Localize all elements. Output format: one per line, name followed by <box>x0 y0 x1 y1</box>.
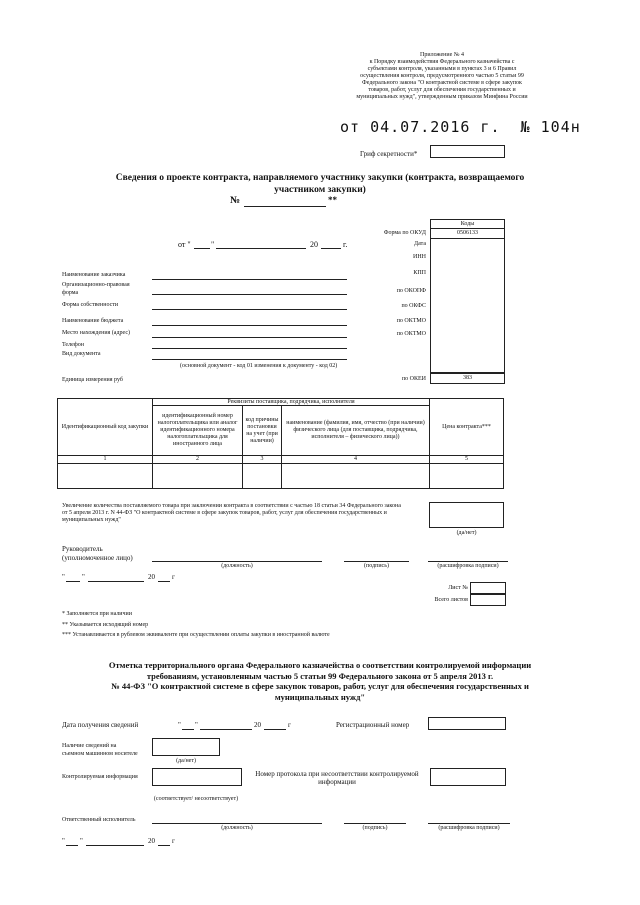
sign-day-line[interactable] <box>66 581 80 582</box>
reg-number-field[interactable] <box>428 717 506 730</box>
protocol-field[interactable] <box>430 768 506 786</box>
increase-text <box>62 503 432 524</box>
head-label: Руководитель <box>62 545 103 553</box>
appendix-line: муниципальных нужд", утвержденным приказом Минфина России <box>356 94 528 100</box>
code-label-okopf: по ОКОПФ <box>396 288 426 294</box>
mark-line-1: Отметка территориального органа Федерального казначейства о соответствии контролируемой информации <box>108 660 532 670</box>
appendix-line: осуществления контроля, предусмотренного частью 5 статьи 99 <box>360 73 524 79</box>
customer-name-line[interactable] <box>152 279 347 280</box>
footnote-3: *** Устанавливается в рублевом эквиваленте при осуществлении оплаты закупки в иностранной валюте <box>62 632 330 638</box>
signature-line[interactable] <box>344 561 409 562</box>
executor-decoding-line[interactable] <box>428 823 510 824</box>
footnote-2: ** Указывается исходящий номер <box>62 622 149 628</box>
ownership-line[interactable] <box>152 309 347 310</box>
supplier-group-header: Реквизиты поставщика, подрядчика, исполнителя <box>152 398 430 406</box>
phone-line[interactable] <box>152 348 347 349</box>
okei-label: по ОКЕИ <box>401 376 426 382</box>
org-form-label-1: Организационно-правовая <box>62 282 130 288</box>
code-label-inn: ИНН <box>413 254 426 260</box>
mark-line-2: требованиям, установленным частью 5 статьи 99 Федерального закона от 5 апреля 2013 г. <box>146 670 494 681</box>
executor-year-suffix: г <box>172 837 175 845</box>
protocol-label <box>242 770 432 786</box>
appendix-line: к Порядку взаимодействия Федерального казначейства с <box>369 59 515 65</box>
executor-position-caption: (должность) <box>221 825 253 831</box>
executor-signature-line[interactable] <box>344 823 406 824</box>
okud-label: Форма по ОКУД <box>383 230 426 236</box>
col-kpp: код причины постановки на учет (при наличии) <box>242 405 282 456</box>
table-row-cell-4[interactable] <box>281 463 430 489</box>
controlled-note: (соответствует/ несоответствует) <box>153 796 239 802</box>
executor-decoding-caption: (расшифровка подписи) <box>438 825 500 831</box>
executor-date-close: " <box>80 837 83 845</box>
col-number-2: 2 <box>152 455 243 464</box>
table-row-cell-1[interactable] <box>57 463 153 489</box>
increase-yesno: (да/нет) <box>456 530 477 536</box>
total-sheets-label: Всего листов <box>434 597 468 603</box>
ownership-label: Форма собственности <box>62 302 119 308</box>
col-inn: идентификационный номер налогоплательщика или аналог идентификационного номера налогоплательщика для иностранного лица <box>152 405 243 456</box>
location-line[interactable] <box>152 337 347 338</box>
code-label-oktmo: по ОКТМО <box>396 318 426 324</box>
receipt-date-open: " <box>178 721 181 729</box>
receipt-day-line[interactable] <box>182 729 194 730</box>
document-number-suffix: ** <box>328 195 337 205</box>
controlled-label: Контролируемая информация <box>62 774 138 780</box>
org-form-line[interactable] <box>152 294 347 295</box>
code-label-kpp: КПП <box>413 270 426 276</box>
date-prefix: от " <box>178 240 191 249</box>
okud-value: 0506133 <box>430 228 505 239</box>
decoding-caption: (расшифровка подписи) <box>437 563 499 569</box>
sign-month-line[interactable] <box>88 581 144 582</box>
doc-type-line[interactable] <box>152 359 347 360</box>
increase-line-3: муниципальных нужд" <box>62 517 121 523</box>
code-label-okfs: по ОКФС <box>401 303 426 309</box>
increase-line-2: от 5 апреля 2013 г. N 44-ФЗ "О контрактной системе в сфере закупок товаров, работ, услуг для обеспечения государственных и <box>62 510 387 516</box>
budget-line[interactable] <box>152 325 347 326</box>
date-suffix: г. <box>343 240 348 249</box>
increase-field[interactable] <box>429 502 504 528</box>
total-sheets-field[interactable] <box>470 594 506 606</box>
document-number-line <box>244 206 326 207</box>
col-number-5: 5 <box>429 455 504 464</box>
receipt-year-line[interactable] <box>264 729 286 730</box>
executor-signature-caption: (подпись) <box>362 825 388 831</box>
reg-number-label: Регистрационный номер <box>336 721 410 729</box>
codes-header: Коды <box>430 219 505 229</box>
col-purchase-code: Идентификационный код закупки <box>57 398 153 456</box>
increase-line-1: Увеличение количества поставляемого товара при заключении контракта в соответствии с частью 18 статьи 34 Федерального закона <box>62 503 401 509</box>
table-row-cell-3[interactable] <box>242 463 282 489</box>
head-sublabel: (уполномоченное лицо) <box>62 554 133 562</box>
day-line <box>194 248 210 249</box>
position-caption: (должность) <box>221 563 253 569</box>
executor-year: 20 <box>148 837 155 845</box>
receipt-date-label: Дата получения сведений <box>62 721 139 729</box>
budget-label: Наименование бюджета <box>62 318 124 324</box>
media-yesno: (да/нет) <box>176 758 196 764</box>
mark-line-4: муниципальных нужд" <box>274 691 366 702</box>
phone-label: Телефон <box>62 342 84 348</box>
secrecy-field[interactable] <box>430 145 505 158</box>
date-mid: " <box>211 240 215 249</box>
year-line <box>321 248 341 249</box>
col-number-4: 4 <box>281 455 430 464</box>
receipt-year: 20 <box>254 721 261 729</box>
executor-month-line[interactable] <box>86 845 144 846</box>
sign-year-line[interactable] <box>158 581 170 582</box>
code-label-date: Дата <box>414 241 426 247</box>
col-supplier-name: наименование (фамилия, имя, отчество (при наличии) физического лица (для поставщика, подрядчика, исполнителя – физического лица)) <box>281 405 430 456</box>
media-label-2: съемном машинном носителе <box>62 751 138 757</box>
footnote-1: * Заполняется при наличии <box>62 611 132 617</box>
treasury-mark-title <box>50 660 590 702</box>
executor-day-line[interactable] <box>66 845 78 846</box>
media-label-1: Наличие сведений на <box>62 743 117 749</box>
protocol-line-2: информации <box>318 778 356 786</box>
col-number-3: 3 <box>242 455 282 464</box>
sign-date-close: " <box>82 573 85 581</box>
mark-line-3: № 44-ФЗ "О контрактной системе в сфере закупок товаров, работ, услуг для обеспечения государственных и <box>111 681 529 691</box>
codes-column <box>430 238 505 373</box>
receipt-month-line[interactable] <box>200 729 252 730</box>
signature-caption: (подпись) <box>364 563 389 569</box>
position-line[interactable] <box>152 561 322 562</box>
unit-label: Единица измерения руб <box>62 377 123 383</box>
doc-type-note: (основной документ - код 01 изменения к документу - код 02) <box>180 363 338 369</box>
code-label-oktmo-2: по ОКТМО <box>396 331 426 337</box>
sheet-field[interactable] <box>470 582 506 594</box>
sheet-label: Лист № <box>448 585 468 591</box>
executor-year-line[interactable] <box>158 845 170 846</box>
customer-name-label: Наименование заказчика <box>62 272 126 278</box>
appendix-line: товаров, работ, услуг для обеспечения государственных и <box>368 87 516 93</box>
appendix-line: Приложение № 4 <box>420 52 464 58</box>
sign-year: 20 <box>148 573 155 581</box>
protocol-line-1: Номер протокола при несоответствии контролируемой <box>255 770 419 778</box>
secrecy-label: Гриф секретности* <box>360 150 418 158</box>
page-title <box>70 172 570 196</box>
decoding-line[interactable] <box>428 561 508 562</box>
sign-date-open: " <box>62 573 65 581</box>
doc-type-label: Вид документа <box>62 351 101 357</box>
col-number-1: 1 <box>57 455 153 464</box>
receipt-date-close: " <box>195 721 198 729</box>
okei-value: 383 <box>430 373 505 384</box>
month-line <box>216 248 306 249</box>
appendix-line: субъектами контроля, указанными в пунктах 3 и 6 Правил <box>367 66 517 72</box>
order-stamp: от 04.07.2016 г. № 104н <box>340 118 581 136</box>
executor-label: Ответственный исполнитель <box>62 817 136 823</box>
appendix-header <box>322 52 562 101</box>
table-row-cell-5[interactable] <box>429 463 504 489</box>
org-form-label-2: форма <box>62 290 79 296</box>
document-number-prefix: № <box>230 195 241 206</box>
title-line-1: Сведения о проекте контракта, направляемого участнику закупки (контракта, возвращаемого <box>115 173 525 183</box>
table-row-cell-2[interactable] <box>152 463 243 489</box>
media-field[interactable] <box>152 738 220 756</box>
sign-year-suffix: г <box>172 573 175 581</box>
col-contract-price: Цена контракта*** <box>429 398 504 456</box>
executor-date-open: " <box>62 837 65 845</box>
year-prefix: 20 <box>310 240 318 249</box>
title-line-2: участником закупки) <box>274 185 366 195</box>
controlled-field[interactable] <box>152 768 242 786</box>
executor-position-line[interactable] <box>152 823 322 824</box>
receipt-year-suffix: г <box>288 721 291 729</box>
location-label: Место нахождения (адрес) <box>62 330 131 336</box>
appendix-line: Федерального закона "О контрактной системе в сфере закупок <box>362 80 522 86</box>
